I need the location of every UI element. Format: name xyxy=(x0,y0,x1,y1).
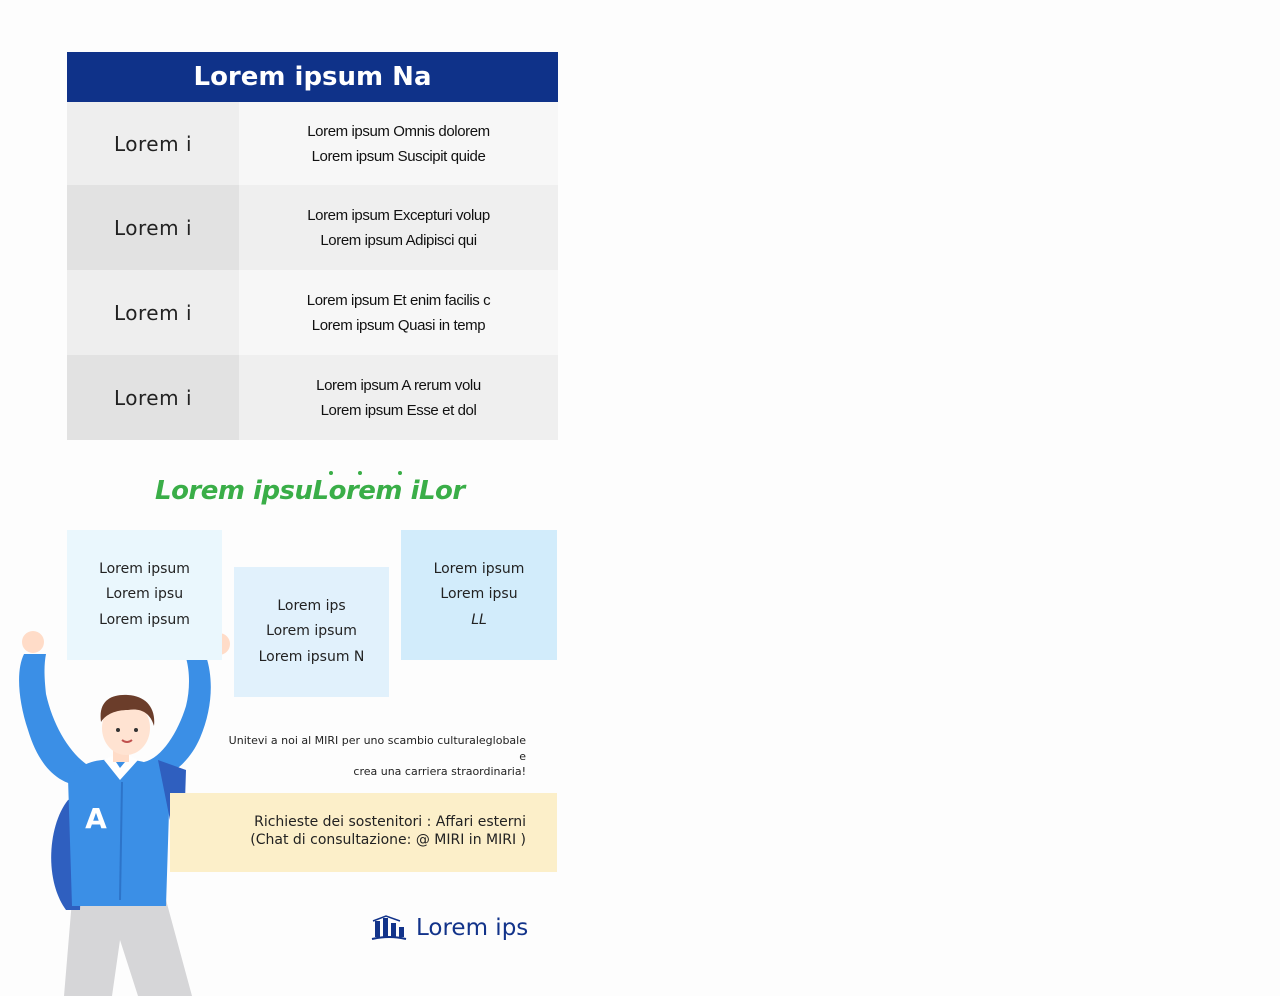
row-line: Lorem ipsum Adipisci qui xyxy=(320,231,477,249)
box-line: Lorem ipsum xyxy=(99,560,190,577)
promo-line: crea una carriera straordinaria! xyxy=(353,765,526,778)
row-line: Lorem ipsum Suscipit quide xyxy=(311,147,486,165)
row-line: Lorem ipsum Esse et dol xyxy=(320,401,477,419)
info-table xyxy=(67,52,558,440)
row-line: Lorem ipsum Excepturi volup xyxy=(307,206,490,224)
table-row xyxy=(67,355,558,440)
box-line: Lorem ipsum N xyxy=(258,648,365,665)
logo-text: Lorem ips xyxy=(416,915,529,941)
contact-box xyxy=(170,793,557,872)
row-label: Lorem i xyxy=(67,185,239,270)
promo-text xyxy=(200,733,526,780)
row-line: Lorem ipsum Omnis dolorem xyxy=(307,122,490,140)
row-label: Lorem i xyxy=(67,102,239,185)
row-label: Lorem i xyxy=(67,270,239,355)
logo xyxy=(370,915,528,941)
table-row xyxy=(67,185,558,270)
box-line: Lorem ipsum xyxy=(266,623,357,640)
box-line: LL xyxy=(471,611,487,628)
row-description xyxy=(239,185,558,270)
row-line: Lorem ipsum A rerum volu xyxy=(316,376,481,394)
building-icon xyxy=(370,915,408,941)
info-box xyxy=(234,567,389,697)
highlight-title: Lorem ipsuLorem iLor xyxy=(155,476,465,506)
contact-line: (Chat di consultazione: @ MIRI in MIRI ) xyxy=(250,832,526,848)
row-label: Lorem i xyxy=(67,355,239,440)
promo-line: Unitevi a noi al MIRI per uno scambio culturaleglobale xyxy=(228,734,526,747)
row-description xyxy=(239,270,558,355)
emphasis-dot xyxy=(329,471,333,475)
info-box xyxy=(67,530,222,660)
table-row xyxy=(67,270,558,355)
box-line: Lorem ipsum xyxy=(433,560,525,577)
jacket-letter: A xyxy=(85,802,107,835)
contact-line: Richieste dei sostenitori : Affari esterni xyxy=(254,814,526,830)
box-line: Lorem ips xyxy=(277,597,346,614)
info-box xyxy=(401,530,557,660)
row-line: Lorem ipsum Et enim facilis c xyxy=(306,291,491,309)
row-line: Lorem ipsum Quasi in temp xyxy=(311,316,486,334)
box-line: Lorem ipsu xyxy=(105,586,184,603)
row-description xyxy=(239,102,558,185)
row-description xyxy=(239,355,558,440)
table-title: Lorem ipsum Na xyxy=(67,52,558,102)
box-line: Lorem ipsum xyxy=(99,611,190,628)
emphasis-dot xyxy=(398,471,402,475)
promo-line: e xyxy=(519,749,526,763)
contact-text xyxy=(250,813,526,849)
table-row xyxy=(67,102,558,185)
box-line: Lorem ipsu xyxy=(440,586,518,603)
emphasis-dot xyxy=(358,471,362,475)
